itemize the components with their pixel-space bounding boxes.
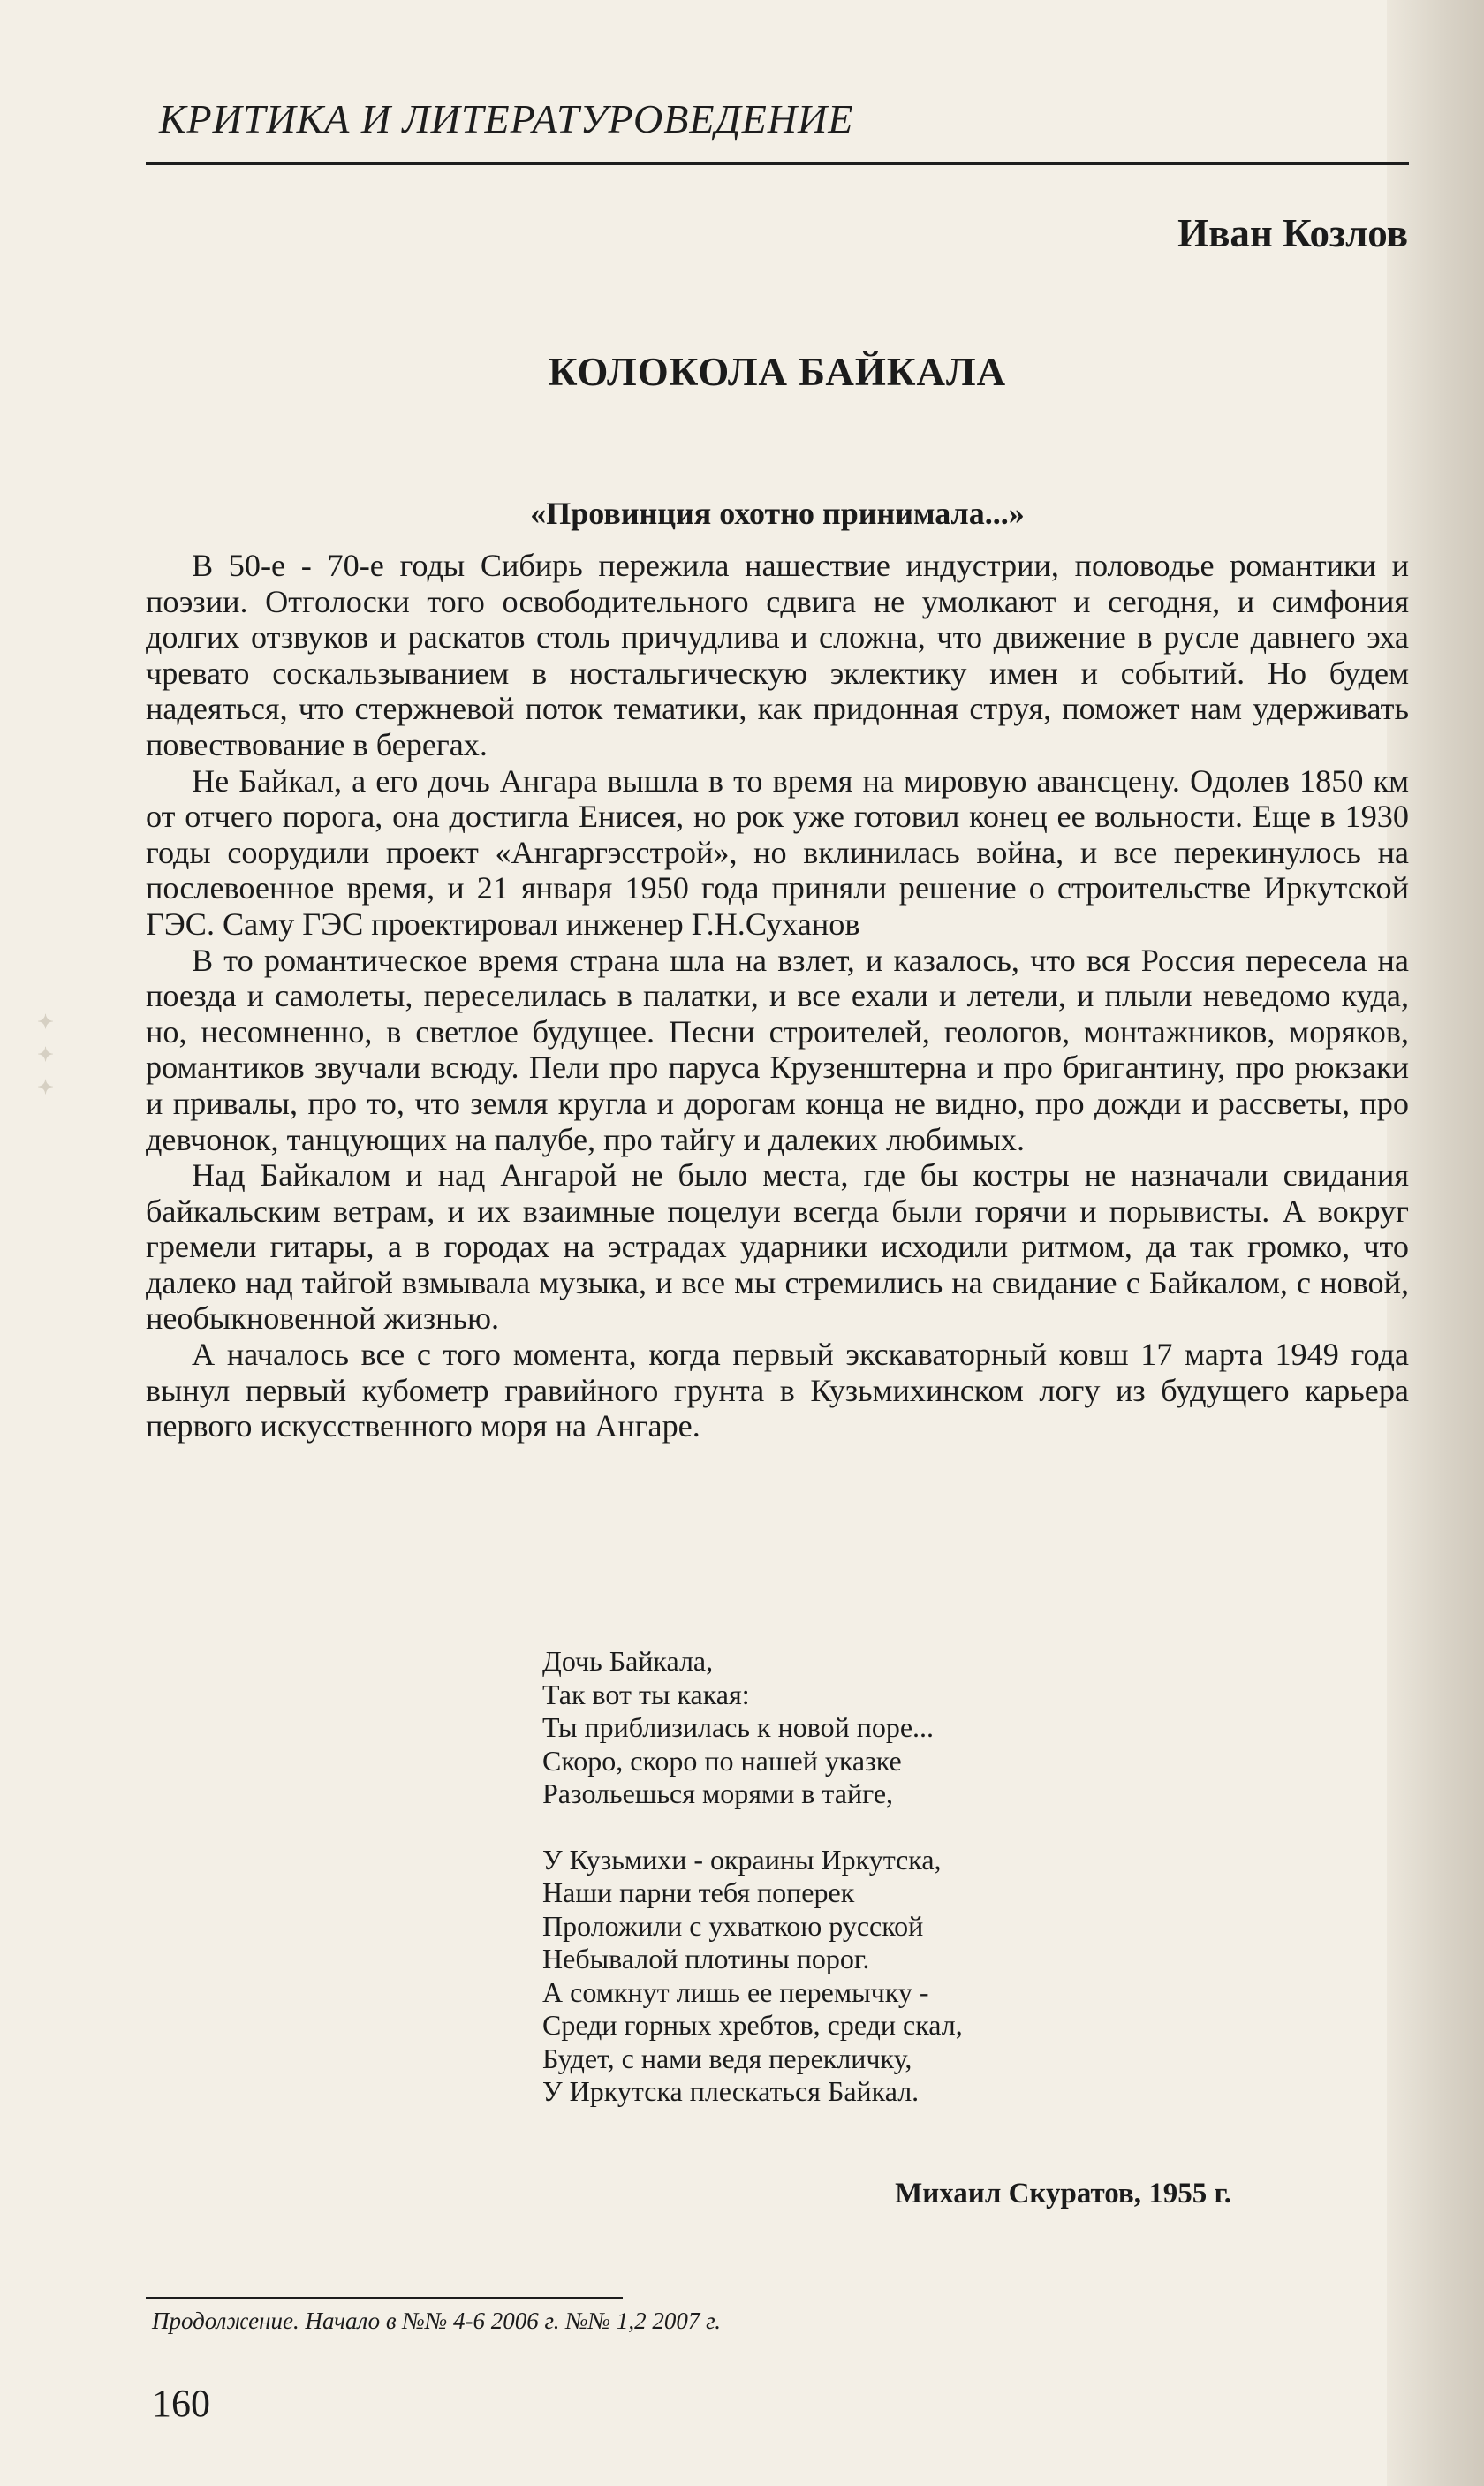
article-subtitle: «Провинция охотно принимала...» (530, 496, 1025, 531)
page-number: 160 (152, 2382, 210, 2425)
poem-line: Проложили с ухваткою русской (542, 1909, 924, 1942)
spine-watermark: ✦ ✦ ✦ (34, 1005, 56, 1097)
section-heading: КРИТИКА И ЛИТЕРАТУРОВЕДЕНИЕ (159, 96, 854, 141)
poem-line: Небывалой плотины порог. (542, 1943, 870, 1974)
article-body (146, 548, 1409, 1444)
poem (542, 1645, 1249, 2109)
poem-line: Будет, с нами ведя перекличку, (542, 2042, 912, 2074)
poem-line: Скоро, скоро по нашей указке (542, 1744, 902, 1777)
poem-line: У Иркутска плескаться Байкал. (542, 2075, 920, 2107)
article-title: КОЛОКОЛА БАЙКАЛА (548, 350, 1007, 394)
poem-line: У Кузьмихи - окраины Иркутска, (542, 1843, 942, 1876)
footnote: Продолжение. Начало в №№ 4-6 2006 г. №№ 1,2 2007 г. (152, 2308, 722, 2334)
footnote-rule (146, 2297, 623, 2299)
poem-line: Ты приблизилась к новой поре... (542, 1711, 935, 1743)
poem-line: Так вот ты какая: (542, 1678, 750, 1710)
header-rule (146, 162, 1409, 165)
paragraph: В 50-е - 70-е годы Сибирь пережила нашествие индустрии, половодье романтики и поэзии. Отголоски того освободительного сдвига не умолкают и сегодня, и симфония долгих отзвуков и раскатов столь причудлива и сложна, что движение в русле давнего эха чревато соскальзыванием в ностальгическую эклектику имен и событий. Но будем надеяться, что стержневой поток тематики, как придонная струя, поможет нам удерживать повествование в берегах. (146, 548, 1409, 762)
poem-line: Наши парни тебя поперек (542, 1876, 855, 1908)
paragraph: Над Байкалом и над Ангарой не было места, где бы костры не назначали свидания байкальским ветрам, и их взаимные поцелуи всегда были горячи и порывисты. А вокруг гремели гитары, а в городах на эстрадах ударники исходили ритмом, да так громко, что далеко над тайгой взмывала музыка, и все мы стремились на свидание с Байкалом, с новой, необыкновенной жизнью. (146, 1157, 1409, 1337)
article-author: Иван Козлов (1177, 211, 1408, 255)
poem-line: Среди горных хребтов, среди скал, (542, 2009, 963, 2041)
poem-line: Дочь Байкала, (542, 1645, 714, 1677)
poem-stanza-1 (542, 1645, 1249, 1811)
paragraph: Не Байкал, а его дочь Ангара вышла в то время на мировую авансцену. Одолев 1850 км от отчего порога, она достигла Енисея, но рок уже готовил конец ее вольности. Еще в 1930 годы соорудили проект «Ангаргэсстрой», но вклинилась война, и все перекинулось на послевоенное время, и 21 января 1950 года приняли решение о строительстве Иркутской ГЭС. Саму ГЭС проектировал инженер Г.Н.Суханов (146, 762, 1409, 942)
paragraph: А началось все с того момента, когда первый экскаваторный ковш 17 марта 1949 года вынул первый кубометр гравийного грунта в Кузьмихинском логу из будущего карьера первого искусственного моря на Ангаре. (146, 1337, 1409, 1444)
paragraph: В то романтическое время страна шла на взлет, и казалось, что вся Россия пересела на поезда и самолеты, переселилась в палатки, и все ехали и летели, и плыли неведомо куда, но, несомненно, в светлое будущее. Песни строителей, геологов, монтажников, моряков, романтиков звучали всюду. Пели про паруса Крузенштерна и про бригантину, про рюкзаки и привалы, про то, что земля кругла и дорогам конца не видно, про дожди и рассветы, про девчонок, танцующих на палубе, про тайгу и далеких любимых. (146, 942, 1409, 1157)
poem-line: Разольешься морями в тайге, (542, 1777, 894, 1809)
poem-stanza-2 (542, 1844, 1249, 2109)
poem-author: Михаил Скуратов, 1955 г. (895, 2178, 1231, 2209)
poem-line: А сомкнут лишь ее перемычку - (542, 1975, 929, 2008)
